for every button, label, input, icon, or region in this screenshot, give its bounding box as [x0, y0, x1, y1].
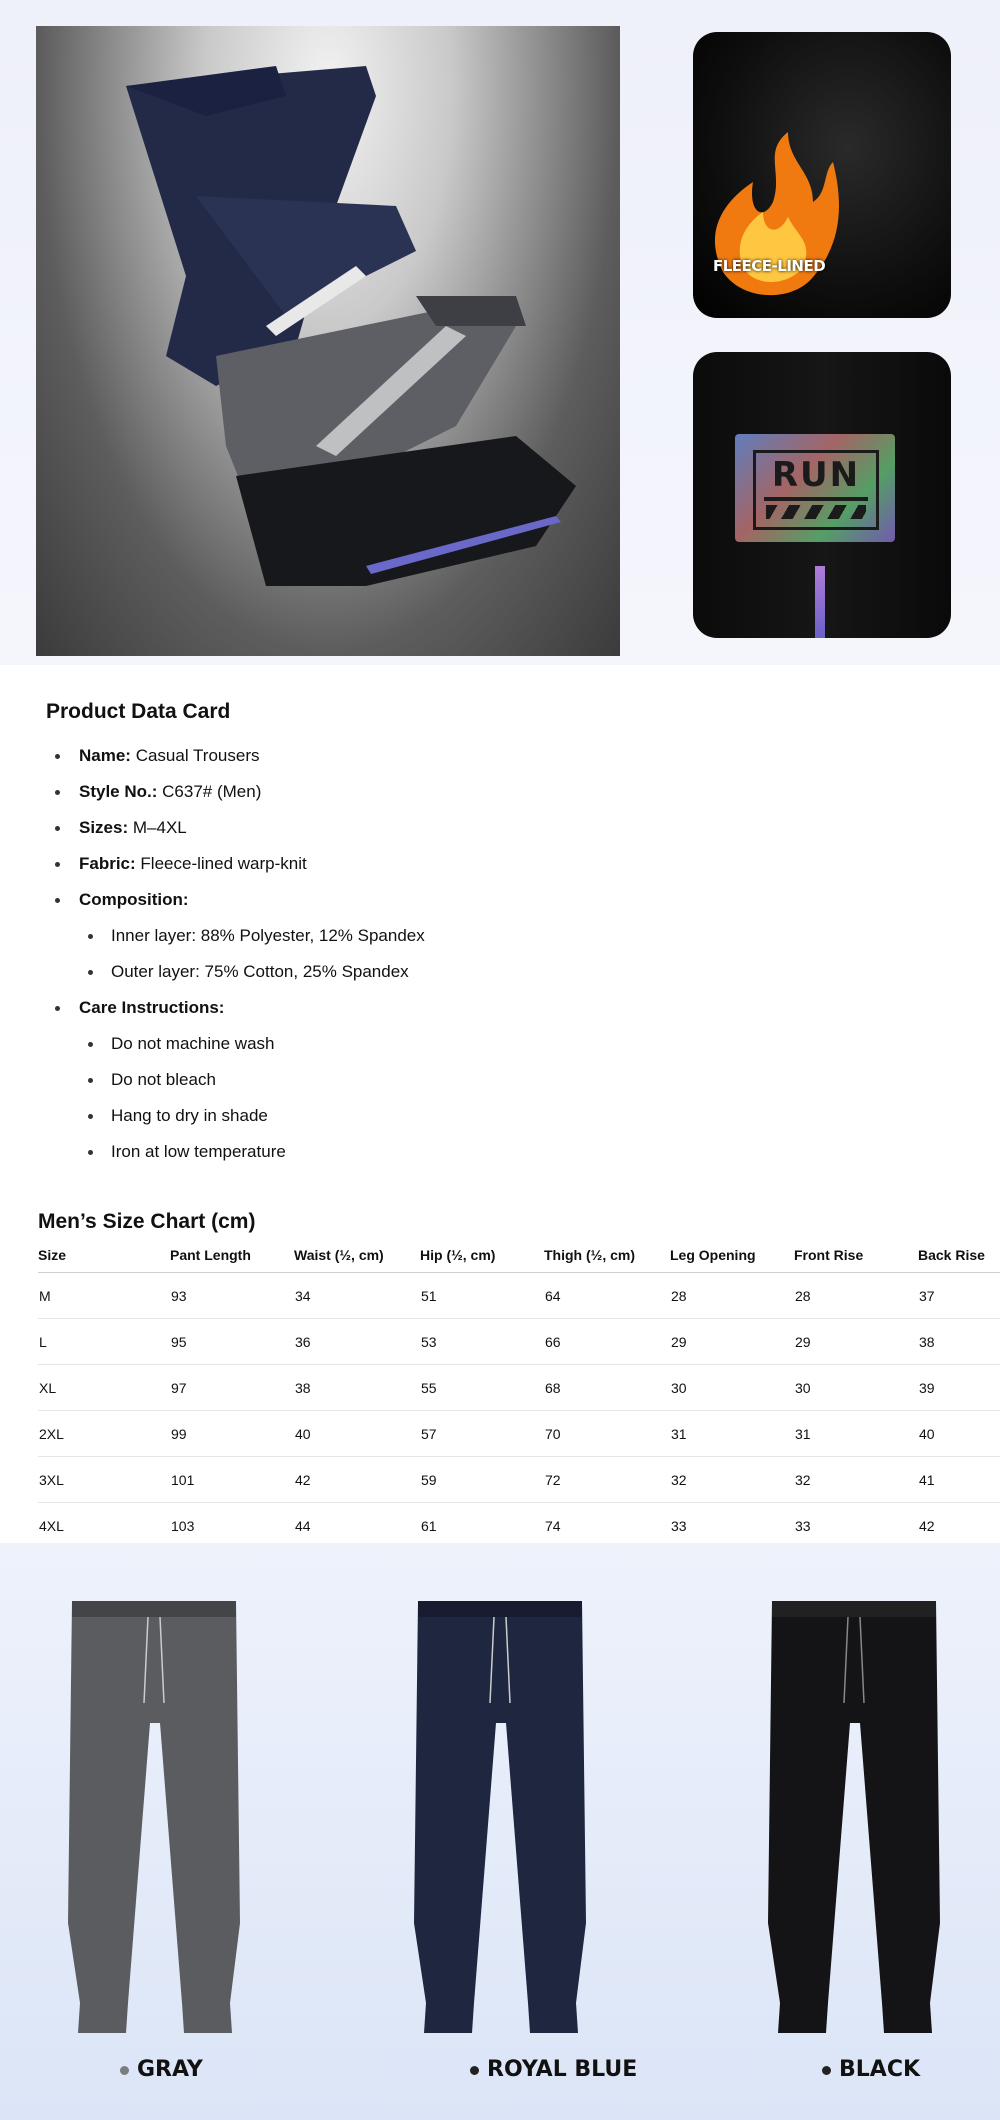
table-cell: 38	[918, 1319, 1000, 1365]
table-cell: 103	[170, 1503, 294, 1549]
col-header: Pant Length	[170, 1244, 294, 1273]
table-cell: 55	[420, 1365, 544, 1411]
spec-composition-label: Composition:	[79, 890, 189, 909]
col-header: Back Rise	[918, 1244, 1000, 1273]
color-dot-black	[822, 2066, 831, 2075]
table-cell: 97	[170, 1365, 294, 1411]
spec-composition	[46, 882, 946, 918]
table-cell: 28	[794, 1273, 918, 1319]
table-row	[38, 1365, 1000, 1411]
spec-fabric-label: Fabric:	[79, 854, 136, 873]
col-header: Thigh (½, cm)	[544, 1244, 670, 1273]
table-row	[38, 1503, 1000, 1549]
fleece-lined-closeup[interactable]	[693, 32, 951, 318]
table-cell: 31	[794, 1411, 918, 1457]
table-cell: 38	[294, 1365, 420, 1411]
table-cell: 61	[420, 1503, 544, 1549]
table-cell: 4XL	[38, 1503, 170, 1549]
color-swatch-royal-blue[interactable]	[410, 1593, 590, 2039]
care-item: Do not machine wash	[46, 1026, 946, 1062]
table-cell: 93	[170, 1273, 294, 1319]
flame-icon	[693, 32, 951, 318]
table-cell: 42	[918, 1503, 1000, 1549]
product-spec-list	[46, 738, 946, 1170]
run-reflective-patch	[735, 434, 895, 542]
composition-item: Inner layer: 88% Polyester, 12% Spandex	[46, 918, 946, 954]
spec-sizes	[46, 810, 946, 846]
table-cell: 74	[544, 1503, 670, 1549]
hero-trousers-illustration	[36, 26, 620, 656]
table-cell: 64	[544, 1273, 670, 1319]
table-cell: L	[38, 1319, 170, 1365]
run-logo-closeup[interactable]	[693, 352, 951, 638]
spec-name-label: Name:	[79, 746, 131, 765]
spec-care	[46, 990, 946, 1026]
table-cell: 28	[670, 1273, 794, 1319]
table-row	[38, 1273, 1000, 1319]
product-data-card	[46, 700, 946, 1170]
spec-name-value: Casual Trousers	[135, 746, 260, 765]
table-cell: 70	[544, 1411, 670, 1457]
table-cell: 53	[420, 1319, 544, 1365]
spec-sizes-label: Sizes:	[79, 818, 129, 837]
table-cell: 39	[918, 1365, 1000, 1411]
table-cell: 59	[420, 1457, 544, 1503]
color-label-gray[interactable]	[120, 2057, 203, 2082]
table-cell: 99	[170, 1411, 294, 1457]
spec-care-label: Care Instructions:	[79, 998, 225, 1017]
table-cell: 34	[294, 1273, 420, 1319]
spec-fabric-value: Fleece-lined warp-knit	[140, 854, 307, 873]
gallery-section	[0, 0, 1000, 665]
table-cell: 40	[918, 1411, 1000, 1457]
table-cell: 2XL	[38, 1411, 170, 1457]
spec-style	[46, 774, 946, 810]
table-cell: 3XL	[38, 1457, 170, 1503]
table-cell: 42	[294, 1457, 420, 1503]
run-logo-text: RUN	[771, 455, 861, 495]
run-logo-frame	[753, 450, 879, 530]
product-card-title: Product Data Card	[46, 700, 231, 723]
table-cell: 68	[544, 1365, 670, 1411]
spec-name	[46, 738, 946, 774]
table-cell: 41	[918, 1457, 1000, 1503]
table-cell: 40	[294, 1411, 420, 1457]
table-row	[38, 1411, 1000, 1457]
size-chart-header-row	[38, 1244, 1000, 1273]
table-cell: 31	[670, 1411, 794, 1457]
color-swatch-black[interactable]	[764, 1593, 944, 2039]
col-header: Size	[38, 1244, 170, 1273]
col-header: Waist (½, cm)	[294, 1244, 420, 1273]
spec-sizes-value: M–4XL	[132, 818, 187, 837]
table-cell: 30	[794, 1365, 918, 1411]
table-cell: 37	[918, 1273, 1000, 1319]
col-header: Leg Opening	[670, 1244, 794, 1273]
run-logo-bar	[764, 497, 868, 501]
color-label-royal-blue[interactable]	[470, 2057, 637, 2082]
color-dot-royal-blue	[470, 2066, 479, 2075]
care-item: Do not bleach	[46, 1062, 946, 1098]
table-cell: M	[38, 1273, 170, 1319]
color-name-royal-blue: ROYAL BLUE	[487, 2057, 638, 2082]
table-cell: 95	[170, 1319, 294, 1365]
table-cell: XL	[38, 1365, 170, 1411]
composition-item: Outer layer: 75% Cotton, 25% Spandex	[46, 954, 946, 990]
col-header: Front Rise	[794, 1244, 918, 1273]
table-cell: 32	[794, 1457, 918, 1503]
spec-fabric	[46, 846, 946, 882]
col-header: Hip (½, cm)	[420, 1244, 544, 1273]
table-cell: 33	[670, 1503, 794, 1549]
color-dot-gray	[120, 2066, 129, 2075]
color-options-section	[0, 1543, 1000, 2120]
table-cell: 36	[294, 1319, 420, 1365]
table-cell: 30	[670, 1365, 794, 1411]
spec-style-label: Style No.:	[79, 782, 158, 801]
run-logo-stripes	[766, 505, 866, 519]
fleece-lined-badge: FLEECE-LINED	[713, 257, 826, 275]
spec-style-value: C637# (Men)	[162, 782, 262, 801]
size-chart	[38, 1210, 1000, 1549]
composition-list	[46, 918, 946, 990]
reflective-ribbon	[815, 566, 825, 638]
table-row	[38, 1457, 1000, 1503]
care-list	[46, 1026, 946, 1170]
care-item: Hang to dry in shade	[46, 1098, 946, 1134]
size-chart-title: Men’s Size Chart (cm)	[38, 1210, 256, 1233]
color-swatch-gray[interactable]	[64, 1593, 244, 2039]
hero-image[interactable]	[36, 26, 620, 656]
table-cell: 66	[544, 1319, 670, 1365]
color-name-black: BLACK	[839, 2057, 921, 2082]
table-cell: 32	[670, 1457, 794, 1503]
color-label-black[interactable]	[822, 2057, 920, 2082]
table-cell: 101	[170, 1457, 294, 1503]
table-cell: 44	[294, 1503, 420, 1549]
size-chart-table	[38, 1244, 1000, 1549]
table-cell: 29	[670, 1319, 794, 1365]
color-name-gray: GRAY	[137, 2057, 203, 2082]
table-row	[38, 1319, 1000, 1365]
table-cell: 29	[794, 1319, 918, 1365]
table-cell: 33	[794, 1503, 918, 1549]
table-cell: 57	[420, 1411, 544, 1457]
table-cell: 72	[544, 1457, 670, 1503]
care-item: Iron at low temperature	[46, 1134, 946, 1170]
table-cell: 51	[420, 1273, 544, 1319]
